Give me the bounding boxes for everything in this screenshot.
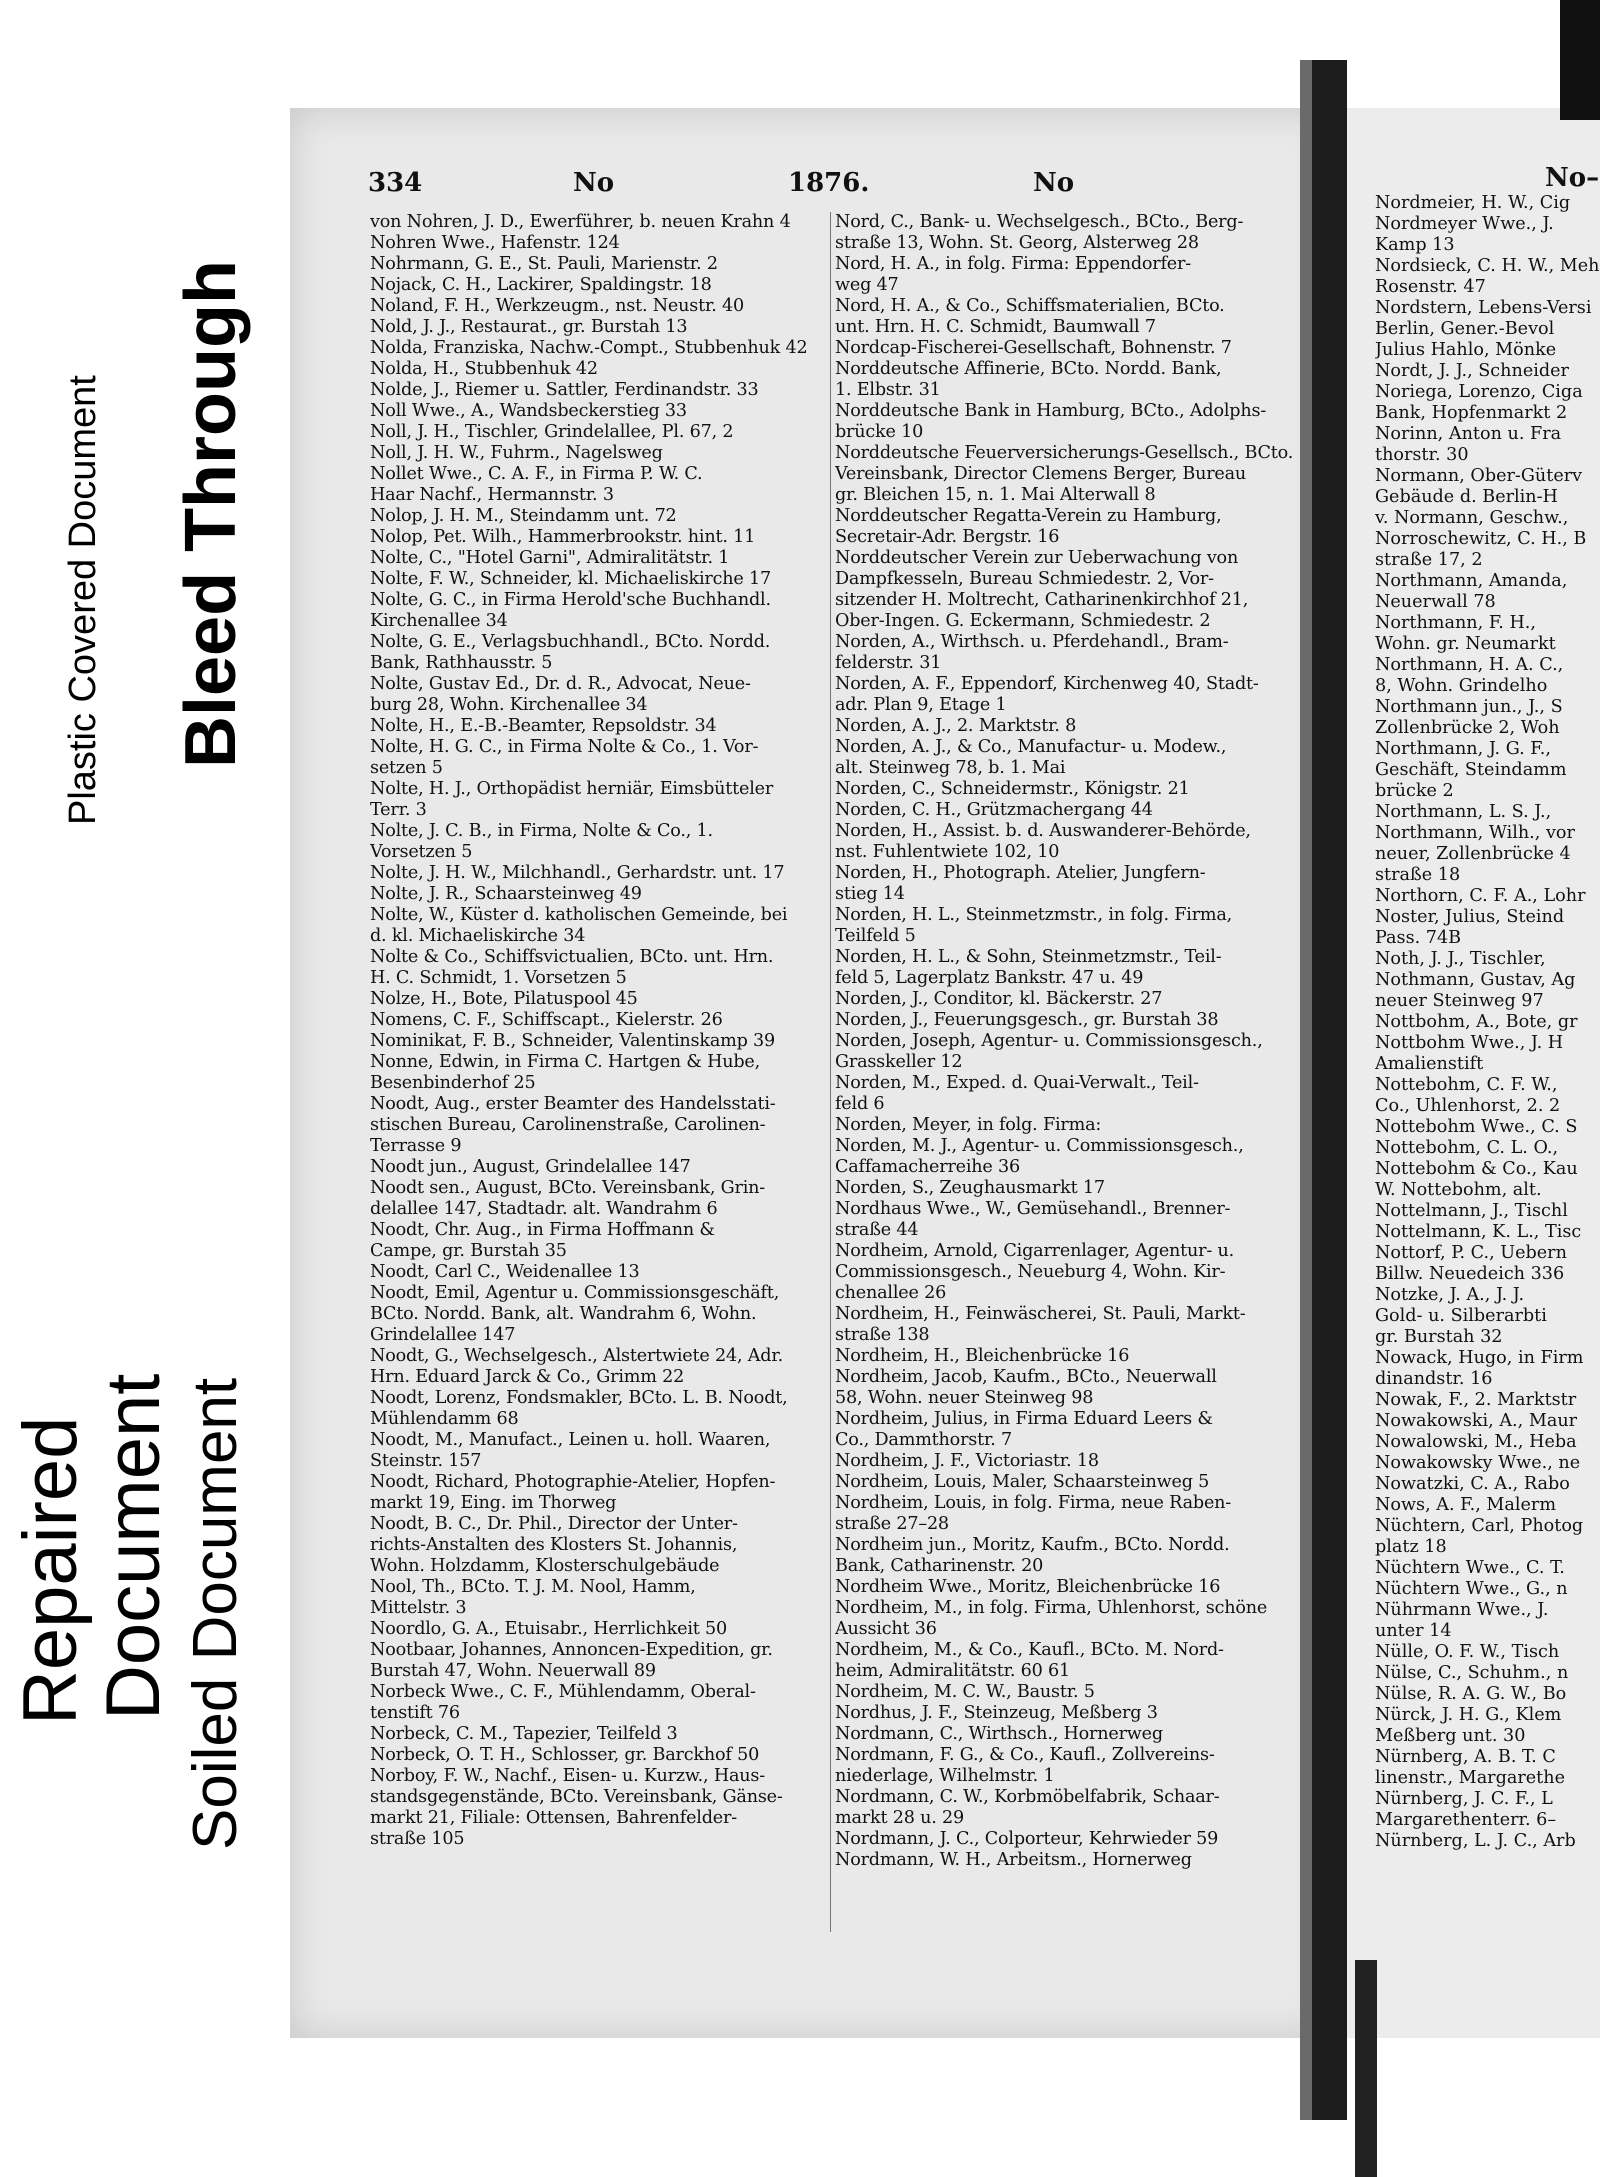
directory-entry: weg 47 bbox=[835, 275, 899, 295]
directory-entry: Nollet Wwe., C. A. F., in Firma P. W. C. bbox=[370, 464, 703, 484]
directory-entry: Burstah 47, Wohn. Neuerwall 89 bbox=[370, 1661, 656, 1681]
directory-entry: Nordheim, H., Bleichenbrücke 16 bbox=[835, 1346, 1130, 1366]
directory-entry: Noodt, G., Wechselgesch., Alstertwiete 24, Adr. bbox=[370, 1346, 783, 1366]
directory-entry: brücke 2 bbox=[1375, 781, 1454, 801]
directory-entry: Normann, Ober-Güterv bbox=[1375, 466, 1583, 486]
directory-entry: Nürnberg, J. C. F., L bbox=[1375, 1789, 1553, 1809]
directory-entry: Nominikat, F. B., Schneider, Valentinskamp 39 bbox=[370, 1031, 776, 1051]
directory-entry: Nordmann, C. W., Korbmöbelfabrik, Schaar- bbox=[835, 1787, 1220, 1807]
directory-entry: sitzender H. Moltrecht, Catharinenkirchhof 21, bbox=[835, 590, 1249, 610]
directory-entry: burg 28, Wohn. Kirchenallee 34 bbox=[370, 695, 648, 715]
directory-entry: nst. Fuhlentwiete 102, 10 bbox=[835, 842, 1060, 862]
directory-entry: Wohn. Holzdamm, Klosterschulgebäude bbox=[370, 1556, 720, 1576]
directory-entry: Norden, S., Zeughausmarkt 17 bbox=[835, 1178, 1105, 1198]
directory-entry: markt 28 u. 29 bbox=[835, 1808, 964, 1828]
directory-entry: straße 17, 2 bbox=[1375, 550, 1483, 570]
directory-entry: Nottelmann, K. L., Tisc bbox=[1375, 1222, 1582, 1242]
directory-entry: Dampfkesseln, Bureau Schmiedestr. 2, Vor- bbox=[835, 569, 1214, 589]
directory-entry: Norroschewitz, C. H., B bbox=[1375, 529, 1587, 549]
directory-entry: Nottelmann, J., Tischl bbox=[1375, 1201, 1568, 1221]
directory-entry: Norinn, Anton u. Fra bbox=[1375, 424, 1562, 444]
directory-entry: Nottebohm, C. F. W., bbox=[1375, 1075, 1558, 1095]
directory-entry: Nolte, F. W., Schneider, kl. Michaeliskirche 17 bbox=[370, 569, 772, 589]
directory-entry: Nolte, J. C. B., in Firma, Nolte & Co., 1. bbox=[370, 821, 713, 841]
directory-entry: feld 6 bbox=[835, 1094, 885, 1114]
directory-entry: Nordheim, M., in folg. Firma, Uhlenhorst, schöne bbox=[835, 1598, 1268, 1618]
directory-entry: Northmann jun., J., S bbox=[1375, 697, 1563, 717]
directory-entry: von Nohren, J. D., Ewerführer, b. neuen Krahn 4 bbox=[370, 212, 791, 232]
directory-entry: Nothmann, Gustav, Ag bbox=[1375, 970, 1576, 990]
directory-entry: Norden, C., Schneidermstr., Königstr. 21 bbox=[835, 779, 1190, 799]
directory-entry: Nolde, J., Riemer u. Sattler, Ferdinandstr. 33 bbox=[370, 380, 759, 400]
directory-entry: Northorn, C. F. A., Lohr bbox=[1375, 886, 1586, 906]
directory-entry: BCto. Nordd. Bank, alt. Wandrahm 6, Wohn. bbox=[370, 1304, 757, 1324]
directory-entry: Nottorf, P. C., Uebern bbox=[1375, 1243, 1567, 1263]
directory-entry: Nottebohm, C. L. O., bbox=[1375, 1138, 1559, 1158]
label-repaired: Repaired bbox=[8, 1416, 93, 1725]
directory-entry: Norddeutscher Verein zur Ueberwachung von bbox=[835, 548, 1239, 568]
directory-entry: Nolte, J. R., Schaarsteinweg 49 bbox=[370, 884, 642, 904]
directory-entry: Nottebohm Wwe., C. S bbox=[1375, 1117, 1578, 1137]
directory-entry: Norden, Meyer, in folg. Firma: bbox=[835, 1115, 1102, 1135]
directory-entry: Nürnberg, A. B. T. C bbox=[1375, 1747, 1556, 1767]
directory-entry: alt. Steinweg 78, b. 1. Mai bbox=[835, 758, 1066, 778]
directory-entry: feld 5, Lagerplatz Bankstr. 47 u. 49 bbox=[835, 968, 1144, 988]
directory-entry: Nolte, G. C., in Firma Herold'sche Buchhandl. bbox=[370, 590, 771, 610]
directory-entry: Norden, M. J., Agentur- u. Commissionsgesch., bbox=[835, 1136, 1244, 1156]
directory-entry: Northmann, Wilh., vor bbox=[1375, 823, 1575, 843]
directory-entry: Noll Wwe., A., Wandsbeckerstieg 33 bbox=[370, 401, 687, 421]
directory-entry: dinandstr. 16 bbox=[1375, 1369, 1493, 1389]
directory-entry: Nolda, Franziska, Nachw.-Compt., Stubbenhuk 42 bbox=[370, 338, 808, 358]
directory-entry: Noodt, Lorenz, Fondsmakler, BCto. L. B. Noodt, bbox=[370, 1388, 788, 1408]
directory-entry: Bank, Catharinenstr. 20 bbox=[835, 1556, 1044, 1576]
directory-entry: Nord, C., Bank- u. Wechselgesch., BCto., Berg- bbox=[835, 212, 1244, 232]
directory-entry: straße 138 bbox=[835, 1325, 930, 1345]
directory-entry: v. Normann, Geschw., bbox=[1375, 508, 1569, 528]
left-column bbox=[370, 212, 830, 1850]
directory-entry: Nowack, Hugo, in Firm bbox=[1375, 1348, 1584, 1368]
directory-entry: Noodt, M., Manufact., Leinen u. holl. Waaren, bbox=[370, 1430, 771, 1450]
directory-entry: Nord, H. A., & Co., Schiffsmaterialien, BCto. bbox=[835, 296, 1225, 316]
directory-entry: Norden, A. F., Eppendorf, Kirchenweg 40, Stadt- bbox=[835, 674, 1259, 694]
directory-entry: Norboy, F. W., Nachf., Eisen- u. Kurzw., Haus- bbox=[370, 1766, 765, 1786]
directory-entry: Nordcap-Fischerei-Gesellschaft, Bohnenstr. 7 bbox=[835, 338, 1232, 358]
page-header bbox=[368, 168, 1288, 208]
directory-entry: Co., Dammthorstr. 7 bbox=[835, 1430, 1013, 1450]
directory-entry: Gold- u. Silberarbti bbox=[1375, 1306, 1547, 1326]
directory-entry: straße 18 bbox=[1375, 865, 1461, 885]
directory-entry: Nülse, R. A. G. W., Bo bbox=[1375, 1684, 1567, 1704]
directory-entry: straße 44 bbox=[835, 1220, 919, 1240]
directory-entry: Nührmann Wwe., J. bbox=[1375, 1600, 1549, 1620]
directory-entry: Commissionsgesch., Neueburg 4, Wohn. Kir- bbox=[835, 1262, 1226, 1282]
directory-entry: straße 27–28 bbox=[835, 1514, 949, 1534]
directory-entry: Nordheim, M., & Co., Kaufl., BCto. M. Nord- bbox=[835, 1640, 1224, 1660]
directory-entry: Norden, H. L., Steinmetzmstr., in folg. Firma, bbox=[835, 905, 1233, 925]
label-repaired-document: Document bbox=[91, 1373, 176, 1720]
page-gutter bbox=[1312, 60, 1347, 2120]
directory-entry: Nolte, H. J., Orthopädist herniär, Eimsbütteler bbox=[370, 779, 774, 799]
directory-entry: Kirchenallee 34 bbox=[370, 611, 508, 631]
directory-entry: Nordhaus Wwe., W., Gemüsehandl., Brenner- bbox=[835, 1199, 1231, 1219]
directory-entry: straße 13, Wohn. St. Georg, Alsterweg 28 bbox=[835, 233, 1199, 253]
directory-entry: Billw. Neuedeich 336 bbox=[1375, 1264, 1565, 1284]
directory-entry: Northmann, L. S. J., bbox=[1375, 802, 1552, 822]
directory-entry: Norddeutscher Regatta-Verein zu Hamburg, bbox=[835, 506, 1222, 526]
directory-entry: Nordheim, Louis, in folg. Firma, neue Raben- bbox=[835, 1493, 1232, 1513]
directory-entry: Nootbaar, Johannes, Annoncen-Expedition, gr. bbox=[370, 1640, 773, 1660]
directory-entry: thorstr. 30 bbox=[1375, 445, 1469, 465]
directory-entry: setzen 5 bbox=[370, 758, 443, 778]
label-bleed-through: Bleed Through bbox=[171, 260, 251, 768]
directory-entry: Norden, A. J., & Co., Manufactur- u. Modew., bbox=[835, 737, 1227, 757]
directory-entry: Nonne, Edwin, in Firma C. Hartgen & Hube, bbox=[370, 1052, 761, 1072]
column-divider bbox=[830, 212, 831, 1932]
directory-entry: Secretair-Adr. Bergstr. 16 bbox=[835, 527, 1060, 547]
directory-entry: Noodt, Richard, Photographie-Atelier, Hopfen- bbox=[370, 1472, 776, 1492]
directory-entry: Margarethenterr. 6– bbox=[1375, 1810, 1557, 1830]
directory-entry: Julius Hahlo, Mönke bbox=[1375, 340, 1557, 360]
directory-entry: Meßberg unt. 30 bbox=[1375, 1726, 1526, 1746]
directory-entry: Nordheim jun., Moritz, Kaufm., BCto. Nordd. bbox=[835, 1535, 1230, 1555]
directory-entry: Nowakowski, A., Maur bbox=[1375, 1411, 1578, 1431]
directory-entry: markt 21, Filiale: Ottensen, Bahrenfelder- bbox=[370, 1808, 737, 1828]
directory-entry: Nürnberg, L. J. C., Arb bbox=[1375, 1831, 1576, 1851]
directory-entry: Nolte, C., "Hotel Garni", Admiralitätstr. 1 bbox=[370, 548, 730, 568]
directory-entry: Nülse, C., Schuhm., n bbox=[1375, 1663, 1569, 1683]
directory-entry: Norden, J., Feuerungsgesch., gr. Burstah 38 bbox=[835, 1010, 1219, 1030]
directory-entry: Ober-Ingen. G. Eckermann, Schmiedestr. 2 bbox=[835, 611, 1211, 631]
header-left-prefix: No bbox=[573, 168, 615, 198]
directory-entry: Nordheim Wwe., Moritz, Bleichenbrücke 16 bbox=[835, 1577, 1221, 1597]
directory-entry: Nojack, C. H., Lackirer, Spaldingstr. 18 bbox=[370, 275, 712, 295]
directory-entry: Terrasse 9 bbox=[370, 1136, 462, 1156]
page-number: 334 bbox=[368, 168, 423, 198]
directory-entry: Nowalowski, M., Heba bbox=[1375, 1432, 1577, 1452]
directory-entry: Nottebohm & Co., Kau bbox=[1375, 1159, 1578, 1179]
directory-entry: Noth, J. J., Tischler, bbox=[1375, 949, 1546, 969]
directory-entry: Grindelallee 147 bbox=[370, 1325, 516, 1345]
directory-entry: chenallee 26 bbox=[835, 1283, 947, 1303]
directory-entry: Nordmann, J. C., Colporteur, Kehrwieder 59 bbox=[835, 1829, 1219, 1849]
directory-entry: Nottbohm Wwe., J. H bbox=[1375, 1033, 1564, 1053]
directory-entry: H. C. Schmidt, 1. Vorsetzen 5 bbox=[370, 968, 627, 988]
directory-entry: Gebäude d. Berlin-H bbox=[1375, 487, 1558, 507]
directory-entry: straße 105 bbox=[370, 1829, 465, 1849]
directory-entry: Nordheim, J. F., Victoriastr. 18 bbox=[835, 1451, 1099, 1471]
directory-entry: 8, Wohn. Grindelho bbox=[1375, 676, 1548, 696]
directory-entry: Vereinsbank, Director Clemens Berger, Bureau bbox=[835, 464, 1247, 484]
directory-entry: Noodt jun., August, Grindelallee 147 bbox=[370, 1157, 691, 1177]
directory-entry: Nürck, J. H. G., Klem bbox=[1375, 1705, 1562, 1725]
directory-entry: delallee 147, Stadtadr. alt. Wandrahm 6 bbox=[370, 1199, 718, 1219]
directory-entry: Norddeutsche Bank in Hamburg, BCto., Adolphs- bbox=[835, 401, 1267, 421]
directory-entry: Nold, J. J., Restaurat., gr. Burstah 13 bbox=[370, 317, 688, 337]
directory-entry: Nohren Wwe., Hafenstr. 124 bbox=[370, 233, 620, 253]
directory-entry: Nord, H. A., in folg. Firma: Eppendorfer- bbox=[835, 254, 1191, 274]
directory-entry: gr. Bleichen 15, n. 1. Mai Alterwall 8 bbox=[835, 485, 1156, 505]
directory-entry: Nool, Th., BCto. T. J. M. Nool, Hamm, bbox=[370, 1577, 696, 1597]
corner-shadow bbox=[1560, 0, 1600, 120]
directory-entry: Nüchtern Wwe., C. T. bbox=[1375, 1558, 1565, 1578]
directory-entry: Noodt, Emil, Agentur u. Commissionsgeschäft, bbox=[370, 1283, 780, 1303]
directory-entry: Nordheim, Julius, in Firma Eduard Leers & bbox=[835, 1409, 1213, 1429]
directory-entry: platz 18 bbox=[1375, 1537, 1447, 1557]
directory-entry: standsgegenstände, BCto. Vereinsbank, Gänse- bbox=[370, 1787, 783, 1807]
directory-entry: Nomens, C. F., Schiffscapt., Kielerstr. 26 bbox=[370, 1010, 723, 1030]
directory-entry: Nordmann, C., Wirthsch., Hornerweg bbox=[835, 1724, 1163, 1744]
directory-entry: Nordheim, Arnold, Cigarrenlager, Agentur- u. bbox=[835, 1241, 1235, 1261]
directory-entry: Norden, A., Wirthsch. u. Pferdehandl., Bram- bbox=[835, 632, 1229, 652]
directory-entry: Nordmann, F. G., & Co., Kaufl., Zollvereins- bbox=[835, 1745, 1215, 1765]
directory-entry: Noordlo, G. A., Etuisabr., Herrlichkeit 50 bbox=[370, 1619, 728, 1639]
directory-entry: Nolte, Gustav Ed., Dr. d. R., Advocat, Neue- bbox=[370, 674, 751, 694]
directory-entry: richts-Anstalten des Klosters St. Johannis, bbox=[370, 1535, 738, 1555]
directory-entry: Aussicht 36 bbox=[835, 1619, 937, 1639]
directory-entry: Noodt, Carl C., Weidenallee 13 bbox=[370, 1262, 640, 1282]
directory-entry: Nolze, H., Bote, Pilatuspool 45 bbox=[370, 989, 638, 1009]
directory-entry: Nows, A. F., Malerm bbox=[1375, 1495, 1557, 1515]
directory-entry: Norden, H. L., & Sohn, Steinmetzmstr., Teil- bbox=[835, 947, 1222, 967]
directory-entry: Nordheim, M. C. W., Baustr. 5 bbox=[835, 1682, 1095, 1702]
directory-entry: Nordt, J. J., Schneider bbox=[1375, 361, 1569, 381]
directory-entry: adr. Plan 9, Etage 1 bbox=[835, 695, 1007, 715]
directory-entry: Noll, J. H. W., Fuhrm., Nagelsweg bbox=[370, 443, 663, 463]
directory-entry: Noodt, Chr. Aug., in Firma Hoffmann & bbox=[370, 1220, 715, 1240]
directory-entry: stischen Bureau, Carolinenstraße, Carolinen- bbox=[370, 1115, 766, 1135]
directory-entry: Noriega, Lorenzo, Ciga bbox=[1375, 382, 1583, 402]
directory-entry: Nowak, F., 2. Marktstr bbox=[1375, 1390, 1577, 1410]
directory-entry: Nordheim, Louis, Maler, Schaarsteinweg 5 bbox=[835, 1472, 1210, 1492]
directory-entry: Norden, H., Assist. b. d. Auswanderer-Behörde, bbox=[835, 821, 1251, 841]
directory-entry: Vorsetzen 5 bbox=[370, 842, 473, 862]
directory-entry: Nowakowsky Wwe., ne bbox=[1375, 1453, 1581, 1473]
directory-entry: Nolda, H., Stubbenhuk 42 bbox=[370, 359, 598, 379]
header-right-prefix: No bbox=[1033, 168, 1075, 198]
directory-entry: Co., Uhlenhorst, 2. 2 bbox=[1375, 1096, 1561, 1116]
directory-entry: Nordmann, W. H., Arbeitsm., Hornerweg bbox=[835, 1850, 1192, 1870]
directory-entry: Nolop, Pet. Wilh., Hammerbrookstr. hint. 11 bbox=[370, 527, 756, 547]
directory-entry: Grasskeller 12 bbox=[835, 1052, 963, 1072]
directory-entry: Nottbohm, A., Bote, gr bbox=[1375, 1012, 1578, 1032]
far-right-column bbox=[1375, 163, 1600, 1852]
directory-entry: Nolte, J. H. W., Milchhandl., Gerhardstr. unt. 17 bbox=[370, 863, 785, 883]
directory-entry: Nolte, H., E.-B.-Beamter, Repsoldstr. 34 bbox=[370, 716, 717, 736]
directory-entry: Norddeutsche Feuerversicherungs-Gesellsch., BCto. bbox=[835, 443, 1294, 463]
directory-entry: markt 19, Eing. im Thorweg bbox=[370, 1493, 617, 1513]
directory-entry: stieg 14 bbox=[835, 884, 905, 904]
directory-entry: Nordstern, Lebens-Versi bbox=[1375, 298, 1592, 318]
directory-entry: Noster, Julius, Steind bbox=[1375, 907, 1565, 927]
directory-entry: gr. Burstah 32 bbox=[1375, 1327, 1503, 1347]
directory-entry: Norbeck, C. M., Tapezier, Teilfeld 3 bbox=[370, 1724, 678, 1744]
directory-entry: Wohn. gr. Neumarkt bbox=[1375, 634, 1556, 654]
directory-entry: Nolte, W., Küster d. katholischen Gemeinde, bei bbox=[370, 905, 788, 925]
directory-entry: Nolop, J. H. M., Steindamm unt. 72 bbox=[370, 506, 677, 526]
directory-entry: Notzke, J. A., J. J. bbox=[1375, 1285, 1525, 1305]
directory-entry: Nordheim, Jacob, Kaufm., BCto., Neuerwall bbox=[835, 1367, 1217, 1387]
header-year: 1876. bbox=[788, 168, 870, 198]
directory-entry: Nowatzki, C. A., Rabo bbox=[1375, 1474, 1570, 1494]
directory-entry: Mittelstr. 3 bbox=[370, 1598, 467, 1618]
directory-entry: Norbeck Wwe., C. F., Mühlendamm, Oberal- bbox=[370, 1682, 756, 1702]
directory-entry: Northmann, F. H., bbox=[1375, 613, 1536, 633]
directory-entry: neuer Steinweg 97 bbox=[1375, 991, 1544, 1011]
directory-entry: Norden, Joseph, Agentur- u. Commissionsgesch., bbox=[835, 1031, 1263, 1051]
directory-entry: Northmann, Amanda, bbox=[1375, 571, 1568, 591]
binding-bar bbox=[1355, 1960, 1377, 2177]
directory-entry: Nohrmann, G. E., St. Pauli, Marienstr. 2 bbox=[370, 254, 718, 274]
directory-entry: Nordmeier, H. W., Cig bbox=[1375, 193, 1571, 213]
directory-entry: Northmann, J. G. F., bbox=[1375, 739, 1551, 759]
directory-entry: Steinstr. 157 bbox=[370, 1451, 482, 1471]
directory-entry: Norden, A. J., 2. Marktstr. 8 bbox=[835, 716, 1077, 736]
directory-entry: Nordmeyer Wwe., J. bbox=[1375, 214, 1554, 234]
directory-entry: niederlage, Wilhelmstr. 1 bbox=[835, 1766, 1055, 1786]
directory-entry: Neuerwall 78 bbox=[1375, 592, 1496, 612]
label-soiled-document: Soiled Document bbox=[181, 1377, 250, 1850]
directory-entry: Nolte & Co., Schiffsvictualien, BCto. unt. Hrn. bbox=[370, 947, 774, 967]
directory-entry: Caffamacherreihe 36 bbox=[835, 1157, 1021, 1177]
directory-entry: Geschäft, Steindamm bbox=[1375, 760, 1567, 780]
directory-entry: brücke 10 bbox=[835, 422, 924, 442]
directory-entry: 58, Wohn. neuer Steinweg 98 bbox=[835, 1388, 1094, 1408]
side-labels bbox=[0, 0, 300, 2177]
directory-entry: Bank, Hopfenmarkt 2 bbox=[1375, 403, 1568, 423]
directory-entry: Nüchtern, Carl, Photog bbox=[1375, 1516, 1584, 1536]
directory-entry: tenstift 76 bbox=[370, 1703, 460, 1723]
far-right-header: No– bbox=[1545, 163, 1600, 193]
directory-entry: Rosenstr. 47 bbox=[1375, 277, 1486, 297]
directory-entry: d. kl. Michaeliskirche 34 bbox=[370, 926, 586, 946]
directory-entry: Nolte, G. E., Verlagsbuchhandl., BCto. Nordd. bbox=[370, 632, 771, 652]
directory-entry: Bank, Rathhausstr. 5 bbox=[370, 653, 553, 673]
directory-entry: Berlin, Gener.-Bevol bbox=[1375, 319, 1555, 339]
directory-entry: felderstr. 31 bbox=[835, 653, 942, 673]
directory-entry: Haar Nachf., Hermannstr. 3 bbox=[370, 485, 614, 505]
directory-entry: Campe, gr. Burstah 35 bbox=[370, 1241, 567, 1261]
directory-entry: W. Nottebohm, alt. bbox=[1375, 1180, 1542, 1200]
directory-entry: Nordheim, H., Feinwäscherei, St. Pauli, Markt- bbox=[835, 1304, 1246, 1324]
label-plastic-covered: Plastic Covered Document bbox=[62, 375, 104, 825]
page-gutter-shadow bbox=[1300, 60, 1312, 2120]
directory-entry: linenstr., Margarethe bbox=[1375, 1768, 1565, 1788]
directory-entry: Nordhus, J. F., Steinzeug, Meßberg 3 bbox=[835, 1703, 1158, 1723]
directory-entry: Norden, M., Exped. d. Quai-Verwalt., Teil- bbox=[835, 1073, 1199, 1093]
directory-entry: neuer, Zollenbrücke 4 bbox=[1375, 844, 1571, 864]
directory-entry: Norbeck, O. T. H., Schlosser, gr. Barckhof 50 bbox=[370, 1745, 760, 1765]
directory-entry: heim, Admiralitätstr. 60 61 bbox=[835, 1661, 1071, 1681]
directory-entry: Hrn. Eduard Jarck & Co., Grimm 22 bbox=[370, 1367, 685, 1387]
directory-entry: Kamp 13 bbox=[1375, 235, 1455, 255]
directory-entry: Mühlendamm 68 bbox=[370, 1409, 519, 1429]
directory-entry: Nordsieck, C. H. W., Meh bbox=[1375, 256, 1600, 276]
directory-entry: Nülle, O. F. W., Tisch bbox=[1375, 1642, 1560, 1662]
directory-entry: Zollenbrücke 2, Woh bbox=[1375, 718, 1560, 738]
directory-entry: Noodt sen., August, BCto. Vereinsbank, Grin- bbox=[370, 1178, 766, 1198]
directory-entry: Northmann, H. A. C., bbox=[1375, 655, 1564, 675]
directory-entry: Noodt, B. C., Dr. Phil., Director der Unter- bbox=[370, 1514, 738, 1534]
directory-entry: Norden, H., Photograph. Atelier, Jungfern- bbox=[835, 863, 1206, 883]
directory-entry: Besenbinderhof 25 bbox=[370, 1073, 536, 1093]
directory-entry: Teilfeld 5 bbox=[835, 926, 916, 946]
directory-entry: Noodt, Aug., erster Beamter des Handelsstati- bbox=[370, 1094, 776, 1114]
directory-entry: 1. Elbstr. 31 bbox=[835, 380, 941, 400]
directory-entry: Noland, F. H., Werkzeugm., nst. Neustr. 40 bbox=[370, 296, 745, 316]
directory-entry: Terr. 3 bbox=[370, 800, 427, 820]
directory-entry: Norden, J., Conditor, kl. Bäckerstr. 27 bbox=[835, 989, 1163, 1009]
directory-entry: Norddeutsche Affinerie, BCto. Nordd. Bank, bbox=[835, 359, 1222, 379]
directory-entry: Noll, J. H., Tischler, Grindelallee, Pl. 67, 2 bbox=[370, 422, 734, 442]
directory-entry: Nüchtern Wwe., G., n bbox=[1375, 1579, 1568, 1599]
directory-entry: Amalienstift bbox=[1375, 1054, 1484, 1074]
directory-entry: Norden, C. H., Grützmachergang 44 bbox=[835, 800, 1153, 820]
directory-entry: Pass. 74B bbox=[1375, 928, 1462, 948]
directory-entry: unter 14 bbox=[1375, 1621, 1452, 1641]
directory-entry: unt. Hrn. H. C. Schmidt, Baumwall 7 bbox=[835, 317, 1156, 337]
directory-entry: Nolte, H. G. C., in Firma Nolte & Co., 1. Vor- bbox=[370, 737, 759, 757]
right-column bbox=[835, 212, 1295, 1871]
